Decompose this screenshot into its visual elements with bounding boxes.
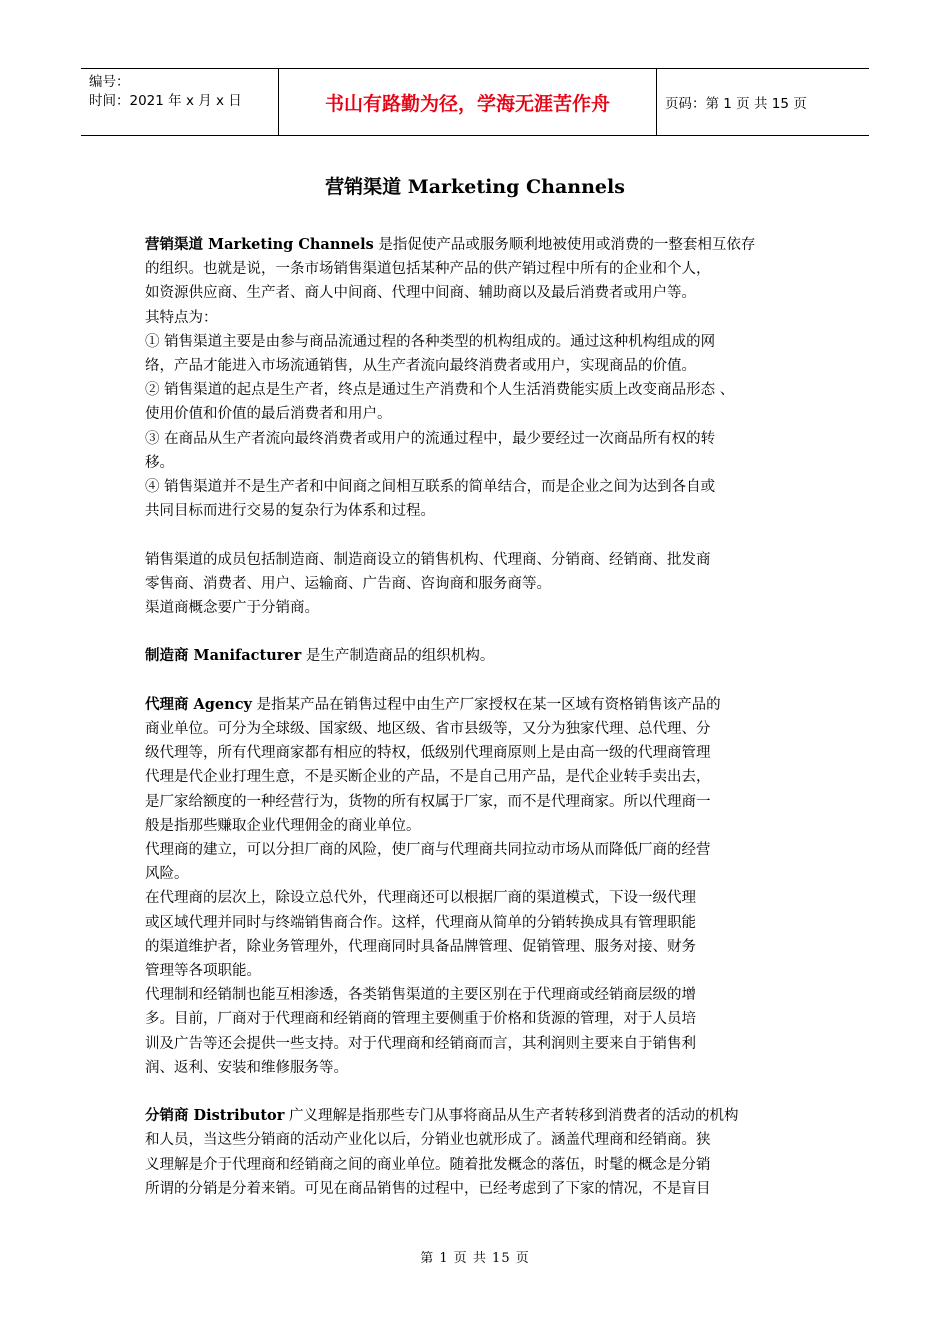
agency-line-13: 多。目前，厂商对于代理商和经销商的管理主要侧重于价格和货源的管理，对于人员培 — [145, 1011, 696, 1028]
agency-line-0: 代理商 Agency 是指某产品在销售过程中由生产厂家授权在某一区域有资格销售该产品的 — [145, 695, 721, 713]
members-line-1: 零售商、消费者、用户、运输商、广告商、咨询商和服务商等。 — [145, 575, 551, 592]
agency-line-5: 般是指那些赚取企业代理佣金的商业单位。 — [145, 817, 421, 834]
agency-line-4: 是厂家给额度的一种经营行为，货物的所有权属于厂家，而不是代理商家。所以代理商一 — [145, 793, 711, 810]
agency-line-7: 风险。 — [145, 866, 189, 883]
intro-line-7: 使用价值和价值的最后消费者和用户。 — [145, 406, 392, 423]
document-number-label: 编号： — [89, 74, 130, 90]
distributor-line-3: 所谓的分销是分着来销。可见在商品销售的过程中，已经考虑到了下家的情况，不是盲目 — [145, 1180, 711, 1197]
agency-line-1: 商业单位。可分为全球级、国家级、地区级、省市县级等，又分为独家代理、总代理、分 — [145, 721, 711, 738]
document-title: 营销渠道 Marketing Channels — [325, 176, 625, 198]
agency-line-11: 管理等各项职能。 — [145, 963, 261, 980]
members-line-2: 渠道商概念要广于分销商。 — [145, 600, 319, 617]
intro-line-8: ③ 在商品从生产者流向最终消费者或用户的流通过程中，最少要经过一次商品所有权的转 — [145, 430, 716, 447]
agency-line-12: 代理制和经销制也能互相渗透，各类销售渠道的主要区别在于代理商或经销商层级的增 — [145, 987, 696, 1004]
intro-line-3: 其特点为： — [145, 309, 218, 326]
intro-line-2: 如资源供应商、生产者、商人中间商、代理中间商、辅助商以及最后消费者或用户等。 — [145, 285, 696, 302]
page-header — [81, 68, 869, 136]
manufacturer-term: 制造商 Manifacturer — [145, 647, 302, 665]
members-line-0: 销售渠道的成员包括制造商、制造商设立的销售机构、代理商、分销商、经销商、批发商 — [145, 551, 711, 568]
intro-term: 营销渠道 Marketing Channels — [145, 236, 374, 253]
page-footer: 第 1 页 共 15 页 — [420, 1251, 530, 1266]
agency-line-14: 训及广告等还会提供一些支持。对于代理商和经销商而言，其利润则主要来自于销售利 — [145, 1035, 696, 1052]
agency-line-9: 或区域代理并同时与终端销售商合作。这样，代理商从简单的分销转换成具有管理职能 — [145, 914, 696, 931]
intro-line-6: ② 销售渠道的起点是生产者，终点是通过生产消费和个人生活消费能实质上改变商品形态 、 — [145, 382, 735, 399]
agency-line-15: 润、返利、安装和维修服务等。 — [145, 1059, 348, 1076]
distributor-line-1: 和人员，当这些分销商的活动产业化以后，分销业也就形成了。涵盖代理商和经销商。狭 — [145, 1132, 711, 1149]
agency-term: 代理商 Agency — [145, 695, 252, 713]
intro-line-4: ① 销售渠道主要是由参与商品流通过程的各种类型的机构组成的。通过这种机构组成的网 — [145, 333, 716, 350]
header-motto: 书山有路勤为径，学海无涯苦作舟 — [279, 69, 657, 135]
manufacturer-paragraph: 制造商 Manifacturer 是生产制造商品的组织机构。 — [145, 647, 495, 665]
document-date: 时间：2021 年 x 月 x 日 — [89, 93, 242, 109]
header-page-info: 页码：第 1 页 共 15 页 — [665, 96, 807, 112]
intro-line-11: 共同目标而进行交易的复杂行为体系和过程。 — [145, 503, 435, 520]
intro-line-0: 营销渠道 Marketing Channels 是指促使产品或服务顺利地被使用或消费的一整套相互依存 — [145, 236, 756, 253]
distributor-term: 分销商 Distributor — [145, 1107, 285, 1125]
intro-line-9: 移。 — [145, 454, 174, 471]
agency-line-2: 级代理等，所有代理商家都有相应的特权，低级别代理商原则上是由高一级的代理商管理 — [145, 745, 711, 762]
distributor-line-0: 分销商 Distributor 广义理解是指那些专门从事将商品从生产者转移到消费者的活动的机构 — [145, 1107, 739, 1125]
agency-line-10: 的渠道维护者，除业务管理外，代理商同时具备品牌管理、促销管理、服务对接、财务 — [145, 938, 696, 955]
header-meta — [81, 69, 279, 135]
intro-line-1: 的组织。也就是说，一条市场销售渠道包括某种产品的供产销过程中所有的企业和个人， — [145, 261, 711, 278]
intro-line-5: 络，产品才能进入市场流通销售，从生产者流向最终消费者或用户，实现商品的价值。 — [145, 358, 696, 375]
agency-line-3: 代理是代企业打理生意，不是买断企业的产品，不是自己用产品，是代企业转手卖出去， — [145, 769, 711, 786]
agency-line-8: 在代理商的层次上，除设立总代外，代理商还可以根据厂商的渠道模式，下设一级代理 — [145, 890, 696, 907]
distributor-line-2: 义理解是介于代理商和经销商之间的商业单位。随着批发概念的落伍，时髦的概念是分销 — [145, 1156, 711, 1173]
intro-line-10: ④ 销售渠道并不是生产者和中间商之间相互联系的简单结合，而是企业之间为达到各自或 — [145, 479, 716, 496]
agency-line-6: 代理商的建立，可以分担厂商的风险，使厂商与代理商共同拉动市场从而降低厂商的经营 — [145, 842, 711, 859]
document-body — [145, 233, 825, 1201]
